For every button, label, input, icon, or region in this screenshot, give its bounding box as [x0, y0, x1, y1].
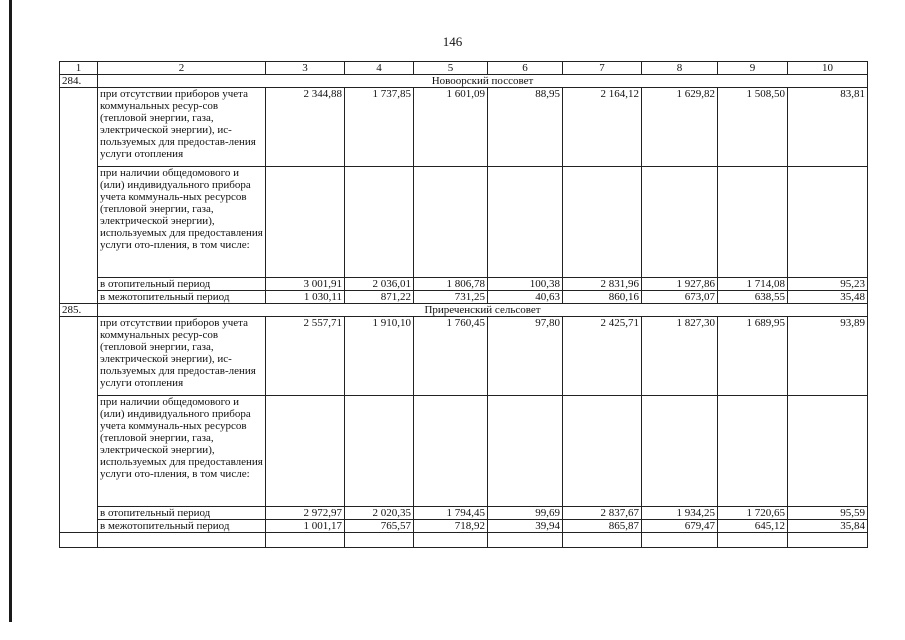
header-cell: 9 — [718, 62, 788, 75]
row-description: в межотопительный период — [98, 291, 266, 304]
value-cell: 1 737,85 — [345, 88, 414, 167]
section-row — [60, 304, 868, 317]
value-cell: 1 910,10 — [345, 317, 414, 396]
value-cell: 1 934,25 — [642, 507, 718, 520]
value-cell: 718,92 — [414, 520, 488, 533]
value-cell: 865,87 — [563, 520, 642, 533]
value-cell: 2 557,71 — [266, 317, 345, 396]
table-row — [60, 317, 868, 396]
value-cell — [563, 396, 642, 507]
value-cell: 97,80 — [488, 317, 563, 396]
row-description: в отопительный период — [98, 507, 266, 520]
value-cell: 40,63 — [488, 291, 563, 304]
header-cell: 3 — [266, 62, 345, 75]
value-cell: 2 425,71 — [563, 317, 642, 396]
value-cell: 2 972,97 — [266, 507, 345, 520]
tail-cell — [718, 533, 788, 548]
section-name: Новоорский поссовет — [98, 75, 868, 88]
header-cell: 5 — [414, 62, 488, 75]
value-cell: 731,25 — [414, 291, 488, 304]
row-description: в отопительный период — [98, 278, 266, 291]
value-cell: 99,69 — [488, 507, 563, 520]
header-cell: 7 — [563, 62, 642, 75]
value-cell — [414, 167, 488, 278]
row-description: при наличии общедомового и (или) индивидуального прибора учета коммуналь-ных ресурсов (тепловой энергии, газа, электрической энергии), используемых для предоставления услуги ото-пления, в том числе: — [98, 396, 266, 507]
table-row — [60, 291, 868, 304]
section-number: 285. — [60, 304, 98, 317]
value-cell: 83,81 — [788, 88, 868, 167]
value-cell: 1 806,78 — [414, 278, 488, 291]
table-row — [60, 396, 868, 507]
value-cell — [488, 167, 563, 278]
value-cell — [642, 167, 718, 278]
value-cell: 100,38 — [488, 278, 563, 291]
value-cell: 95,59 — [788, 507, 868, 520]
tail-cell — [60, 533, 98, 548]
value-cell: 638,55 — [718, 291, 788, 304]
value-cell: 871,22 — [345, 291, 414, 304]
page-number: 146 — [442, 34, 463, 49]
value-cell: 1 794,45 — [414, 507, 488, 520]
value-cell — [488, 396, 563, 507]
tail-cell — [642, 533, 718, 548]
tail-cell — [788, 533, 868, 548]
header-cell: 2 — [98, 62, 266, 75]
section-name: Приреченский сельсовет — [98, 304, 868, 317]
value-cell: 2 831,96 — [563, 278, 642, 291]
value-cell: 2 164,12 — [563, 88, 642, 167]
header-row — [60, 62, 868, 75]
value-cell — [788, 396, 868, 507]
tail-cell — [266, 533, 345, 548]
table-row — [60, 278, 868, 291]
value-cell: 645,12 — [718, 520, 788, 533]
blank-number-cell — [60, 317, 98, 533]
value-cell: 2 036,01 — [345, 278, 414, 291]
tail-cell — [488, 533, 563, 548]
value-cell — [414, 396, 488, 507]
table-row — [60, 520, 868, 533]
value-cell — [266, 396, 345, 507]
value-cell — [345, 396, 414, 507]
header-cell: 4 — [345, 62, 414, 75]
value-cell: 39,94 — [488, 520, 563, 533]
value-cell: 1 827,30 — [642, 317, 718, 396]
value-cell: 95,23 — [788, 278, 868, 291]
value-cell — [718, 167, 788, 278]
header-cell: 6 — [488, 62, 563, 75]
value-cell: 35,48 — [788, 291, 868, 304]
value-cell: 93,89 — [788, 317, 868, 396]
row-description: при отсутствии приборов учета коммунальных ресур-сов (тепловой энергии, газа, электрической энергии), ис-пользуемых для предостав-ления услуги отопления — [98, 88, 266, 167]
value-cell — [345, 167, 414, 278]
tail-cell — [563, 533, 642, 548]
value-cell: 1 508,50 — [718, 88, 788, 167]
table-row — [60, 507, 868, 520]
value-cell — [718, 396, 788, 507]
row-description: при отсутствии приборов учета коммунальных ресур-сов (тепловой энергии, газа, электрической энергии), ис-пользуемых для предостав-ления услуги отопления — [98, 317, 266, 396]
value-cell — [642, 396, 718, 507]
value-cell: 2 344,88 — [266, 88, 345, 167]
row-description: в межотопительный период — [98, 520, 266, 533]
value-cell — [788, 167, 868, 278]
blank-number-cell — [60, 88, 98, 304]
value-cell: 3 001,91 — [266, 278, 345, 291]
row-description: при наличии общедомового и (или) индивидуального прибора учета коммуналь-ных ресурсов (тепловой энергии, газа, электрической энергии), используемых для предоставления услуги ото-пления, в том числе: — [98, 167, 266, 278]
value-cell: 35,84 — [788, 520, 868, 533]
value-cell: 1 030,11 — [266, 291, 345, 304]
value-cell: 1 689,95 — [718, 317, 788, 396]
value-cell: 1 927,86 — [642, 278, 718, 291]
table-row — [60, 167, 868, 278]
value-cell: 679,47 — [642, 520, 718, 533]
scan-left-edge — [9, 0, 12, 622]
table-tail-row — [60, 533, 868, 548]
value-cell: 88,95 — [488, 88, 563, 167]
value-cell: 2 020,35 — [345, 507, 414, 520]
tail-cell — [414, 533, 488, 548]
value-cell: 673,07 — [642, 291, 718, 304]
value-cell: 2 837,67 — [563, 507, 642, 520]
tariff-table — [59, 61, 868, 548]
tail-cell — [98, 533, 266, 548]
tail-cell — [345, 533, 414, 548]
header-cell: 10 — [788, 62, 868, 75]
value-cell: 765,57 — [345, 520, 414, 533]
value-cell — [266, 167, 345, 278]
value-cell: 1 629,82 — [642, 88, 718, 167]
value-cell: 1 760,45 — [414, 317, 488, 396]
section-row — [60, 75, 868, 88]
value-cell — [563, 167, 642, 278]
value-cell: 1 601,09 — [414, 88, 488, 167]
value-cell: 1 720,65 — [718, 507, 788, 520]
value-cell: 860,16 — [563, 291, 642, 304]
section-number: 284. — [60, 75, 98, 88]
table-row — [60, 88, 868, 167]
value-cell: 1 001,17 — [266, 520, 345, 533]
value-cell: 1 714,08 — [718, 278, 788, 291]
header-cell: 1 — [60, 62, 98, 75]
header-cell: 8 — [642, 62, 718, 75]
